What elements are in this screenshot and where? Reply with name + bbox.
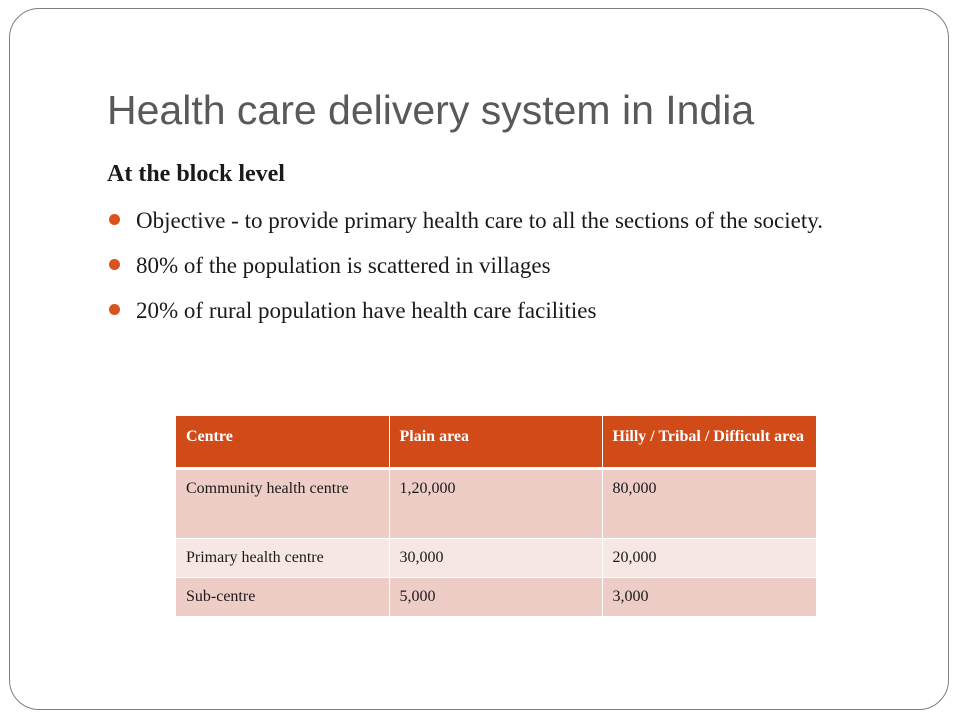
table-row — [176, 538, 816, 577]
bullet-dot-icon — [109, 304, 120, 315]
table-cell: 1,20,000 — [389, 468, 602, 538]
table-cell: 5,000 — [389, 577, 602, 616]
slide-title: Health care delivery system in India — [107, 87, 755, 133]
table-cell: 30,000 — [389, 538, 602, 577]
section-subheading: At the block level — [107, 161, 285, 187]
table-header-cell: Hilly / Tribal / Difficult area — [602, 416, 816, 468]
table-row — [176, 468, 816, 538]
table-cell: 20,000 — [602, 538, 816, 577]
bullet-dot-icon — [109, 259, 120, 270]
table-cell: Community health centre — [176, 468, 389, 538]
bullet-item — [107, 250, 867, 281]
table-header-row — [176, 416, 816, 468]
bullet-list — [107, 205, 867, 340]
bullet-item — [107, 295, 867, 326]
bullet-text: 20% of rural population have health care facilities — [136, 298, 597, 323]
table-cell: Primary health centre — [176, 538, 389, 577]
bullet-text: 80% of the population is scattered in villages — [136, 253, 551, 278]
bullet-item — [107, 205, 867, 236]
bullet-dot-icon — [109, 214, 120, 225]
table-header-cell: Centre — [176, 416, 389, 468]
table-cell: Sub-centre — [176, 577, 389, 616]
bullet-text: Objective - to provide primary health care to all the sections of the society. — [136, 208, 823, 233]
table-header-cell: Plain area — [389, 416, 602, 468]
table-cell: 3,000 — [602, 577, 816, 616]
table-cell: 80,000 — [602, 468, 816, 538]
table-row — [176, 577, 816, 616]
population-norms-table — [176, 416, 816, 617]
